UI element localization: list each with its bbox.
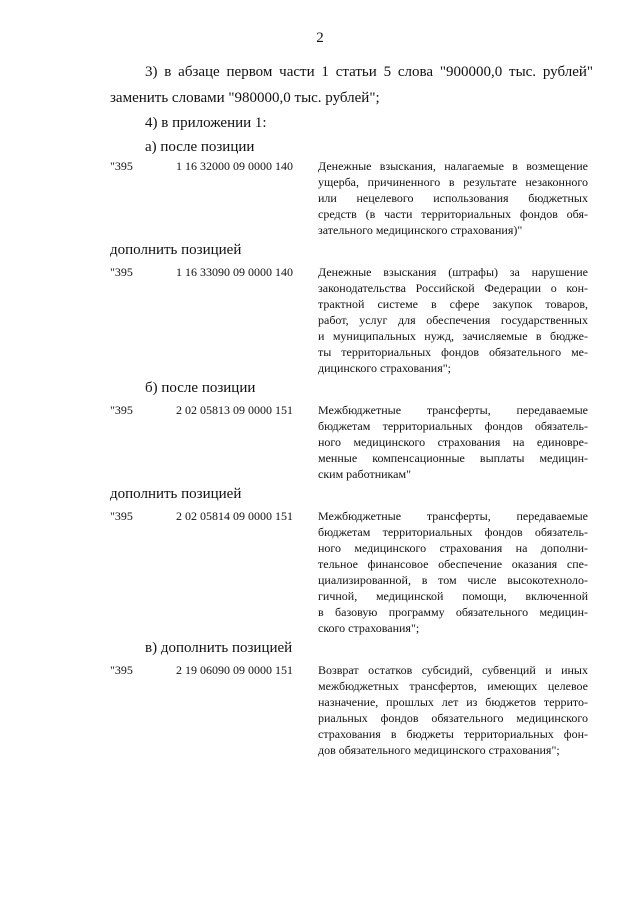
sub-a-heading: а) после позиции [145,139,255,155]
row5-desc-line: Возврат остатков субсидий, субвенций и иных [318,663,588,677]
row4-desc-line: ного медицинского страхования на дополни- [318,541,588,555]
row5-desc-line: назначение, прошлых лет из бюджетов террито- [318,695,588,709]
row4-code: "395 [110,509,133,523]
row2-kbk: 1 16 33090 09 0000 140 [176,265,293,279]
row2-desc-line: трактной системе в сфере закупок товаров, [318,297,588,311]
row5-desc-line: риальных фондов обязательного медицинского [318,711,588,725]
row1-kbk: 1 16 32000 09 0000 140 [176,159,293,173]
row5-desc-line: дов обязательного медицинского страхования"; [318,743,560,757]
row4-desc-line: ского страхования"; [318,621,420,635]
row3-desc-line: Межбюджетные трансферты, передаваемые [318,403,588,417]
row4-desc-line: тельное финансовое обеспечение оказания спе- [318,557,588,571]
row3-desc-line: ским работникам" [318,467,411,481]
row3-desc-line: бюджетам территориальных фондов обязатель- [318,419,588,433]
sub-c-heading: в) дополнить позицией [145,640,293,656]
row2-desc-line: законодательства Российской Федерации о кон- [318,281,588,295]
row1-desc-line: зательного медицинского страхования)" [318,223,523,237]
row3-kbk: 2 02 05813 09 0000 151 [176,403,293,417]
page-number: 2 [316,30,324,46]
row1-desc-line: или нецелевого использования бюджетных [318,191,588,205]
row1-desc-line: Денежные взыскания, налагаемые в возмещение [318,159,588,173]
add1-heading: дополнить позицией [110,242,242,258]
row5-code: "395 [110,663,133,677]
row5-desc-line: межбюджетных трансфертов, имеющих целевое [318,679,588,693]
row4-desc-line: гичной, медицинской помощи, включенной [318,589,588,603]
row1-desc-line: средств (в части территориальных фондов обя- [318,207,588,221]
row4-desc-line: в базовую программу обязательного медицин- [318,605,588,619]
row1-code: "395 [110,159,133,173]
row4-desc-line: циализированной, в том числе высокотехноло- [318,573,588,587]
row5-desc-line: страхования в бюджеты территориальных фон- [318,727,588,741]
item3-line2: заменить словами "980000,0 тыс. рублей"; [110,90,380,106]
row2-desc-line: и муниципальных нужд, зачисляемые в бюдже- [318,329,588,343]
row4-desc-line: Межбюджетные трансферты, передаваемые [318,509,588,523]
row2-desc-line: работ, услуг для обеспечения государственных [318,313,588,327]
item3-line1: 3) в абзаце первом части 1 статьи 5 слова "900000,0 тыс. рублей" [145,64,593,80]
row2-desc-line: ты территориальных фондов обязательного ме- [318,345,588,359]
row2-description [318,264,588,376]
item4-heading: 4) в приложении 1: [145,115,267,131]
row5-kbk: 2 19 06090 09 0000 151 [176,663,293,677]
row3-desc-line: менные компенсационные выплаты медицин- [318,451,588,465]
row3-code: "395 [110,403,133,417]
sub-b-heading: б) после позиции [145,380,256,396]
row2-desc-line: Денежные взыскания (штрафы) за нарушение [318,265,588,279]
row1-desc-line: ущерба, причиненного в результате незаконного [318,175,588,189]
row2-desc-line: дицинского страхования"; [318,361,451,375]
row2-code: "395 [110,265,133,279]
row4-kbk: 2 02 05814 09 0000 151 [176,509,293,523]
row4-description [318,508,588,636]
row5-description [318,662,588,758]
row1-description [318,158,588,238]
row4-desc-line: бюджетам территориальных фондов обязатель- [318,525,588,539]
row3-desc-line: ного медицинского страхования на единовре- [318,435,588,449]
add2-heading: дополнить позицией [110,486,242,502]
row3-description [318,402,588,482]
